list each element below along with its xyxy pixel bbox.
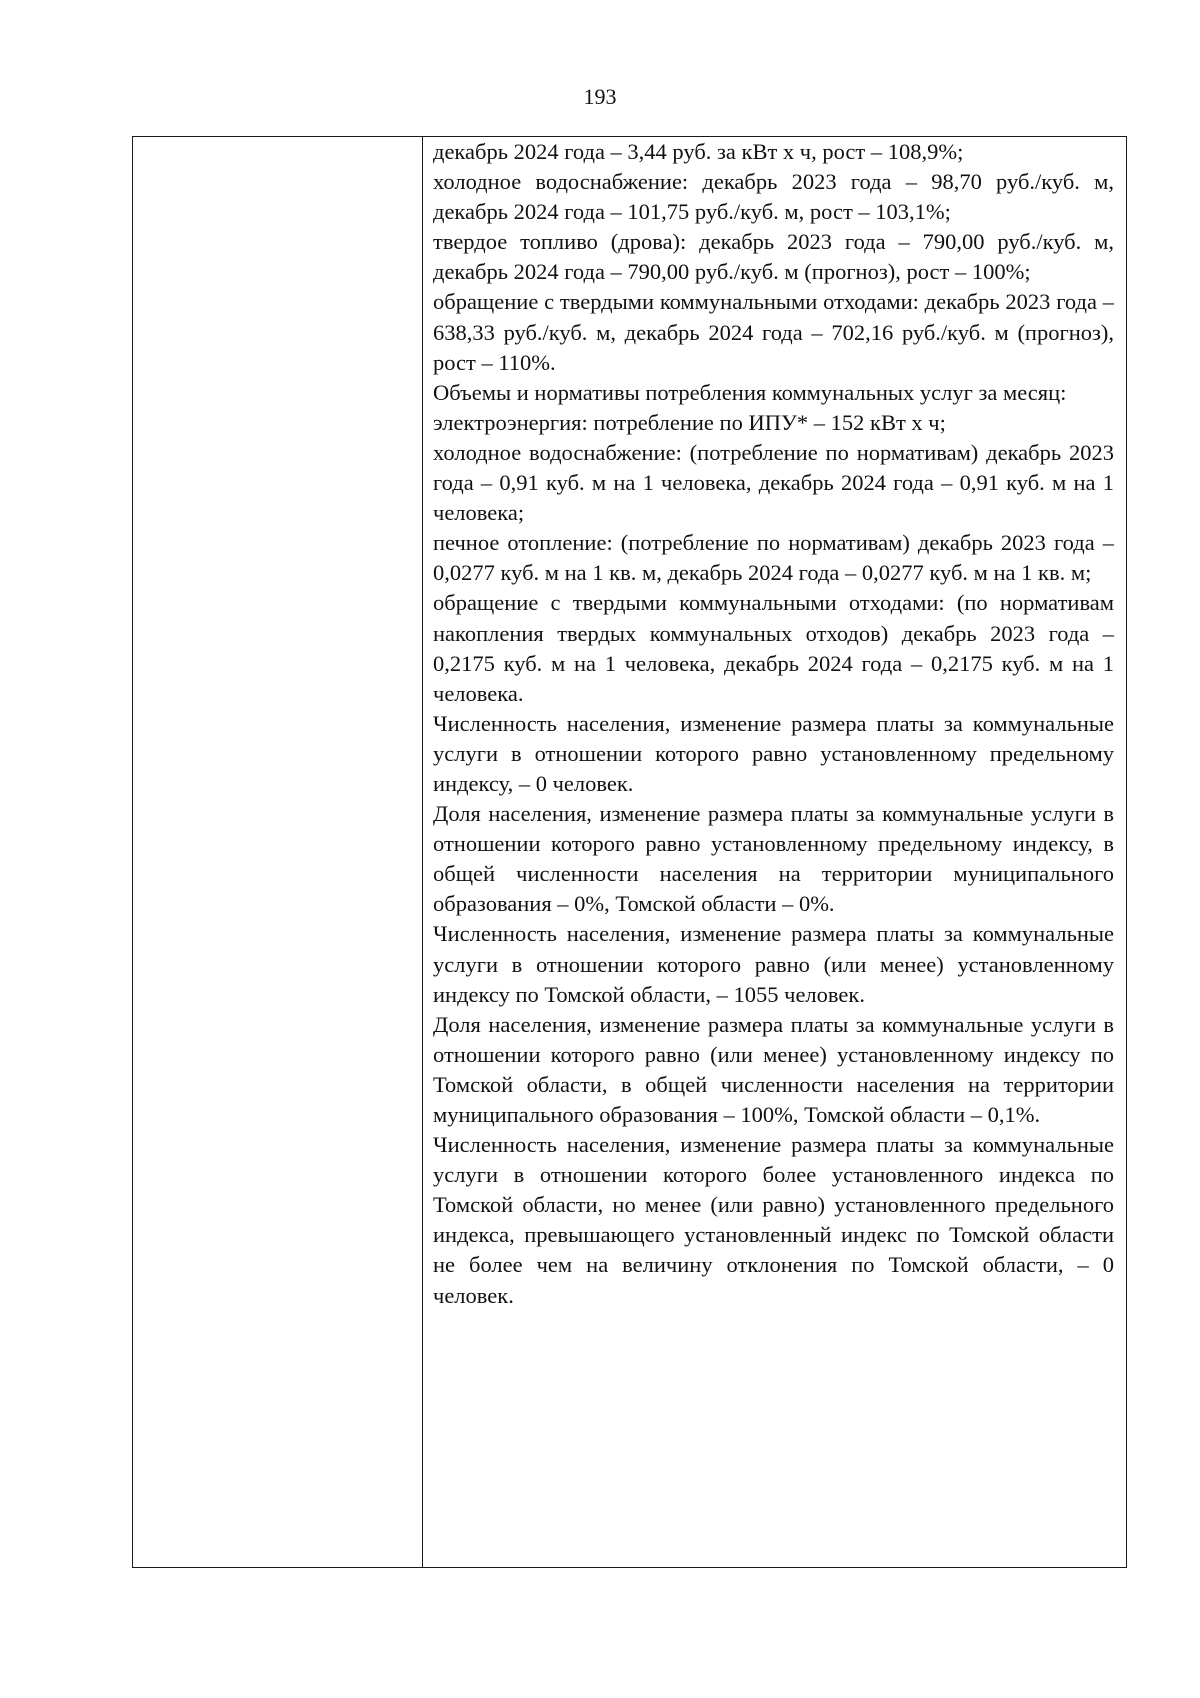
paragraph: Численность населения, изменение размера платы за коммунальные услуги в отношении которого более установленного индекса по Томской области, но менее (или равно) установленного предельного индекса, превышающего установленный индекс по Томской области не более чем на величину отклонения по Томской области, – 0 человек.: [433, 1132, 1114, 1308]
paragraph: Доля населения, изменение размера платы за коммунальные услуги в отношении которого равно (или менее) установленному индексу по Томской области, в общей численности населения на территории муниципального образования – 100%, Томской области – 0,1%.: [433, 1011, 1114, 1127]
paragraph: обращение с твердыми коммунальными отходами: (по нормативам накопления твердых коммунальных отходов) декабрь 2023 года – 0,2175 куб. м на 1 человека, декабрь 2024 года – 0,2175 куб. м на 1 человека.: [433, 590, 1114, 706]
paragraph: Объемы и нормативы потребления коммунальных услуг за месяц:: [433, 379, 1067, 405]
paragraph: печное отопление: (потребление по нормативам) декабрь 2023 года – 0,0277 куб. м на 1 кв. м, декабрь 2024 года – 0,0277 куб. м на 1 кв. м;: [433, 530, 1114, 586]
paragraph: холодное водоснабжение: (потребление по нормативам) декабрь 2023 года – 0,91 куб. м на 1 человека, декабрь 2024 года – 0,91 куб. м на 1 человека;: [433, 439, 1114, 526]
paragraph: холодное водоснабжение: декабрь 2023 года – 98,70 руб./куб. м, декабрь 2024 года – 101,75 руб./куб. м, рост – 103,1%;: [433, 169, 1114, 225]
document-table: [132, 136, 1127, 1568]
paragraph: Численность населения, изменение размера платы за коммунальные услуги в отношении которого равно установленному предельному индексу, – 0 человек.: [433, 710, 1114, 796]
table-left-column: [133, 137, 423, 1567]
paragraph: электроэнергия: потребление по ИПУ* – 152 кВт х ч;: [433, 409, 946, 435]
paragraph: Доля населения, изменение размера платы за коммунальные услуги в отношении которого равно установленному предельному индексу, в общей численности населения на территории муниципального образования – 0%, Томской области – 0%.: [433, 801, 1114, 917]
page-number: 193: [583, 84, 617, 109]
paragraph: декабрь 2024 года – 3,44 руб. за кВт х ч, рост – 108,9%;: [433, 139, 964, 164]
table-right-column: [423, 137, 1126, 1567]
paragraph: Численность населения, изменение размера платы за коммунальные услуги в отношении которого равно (или менее) установленному индексу по Томской области, – 1055 человек.: [433, 921, 1114, 1007]
paragraph: обращение с твердыми коммунальными отходами: декабрь 2023 года – 638,33 руб./куб. м, декабрь 2024 года – 702,16 руб./куб. м (прогноз), рост – 110%.: [433, 289, 1114, 375]
paragraph: твердое топливо (дрова): декабрь 2023 года – 790,00 руб./куб. м, декабрь 2024 года – 790,00 руб./куб. м (прогноз), рост – 100%;: [433, 229, 1114, 285]
